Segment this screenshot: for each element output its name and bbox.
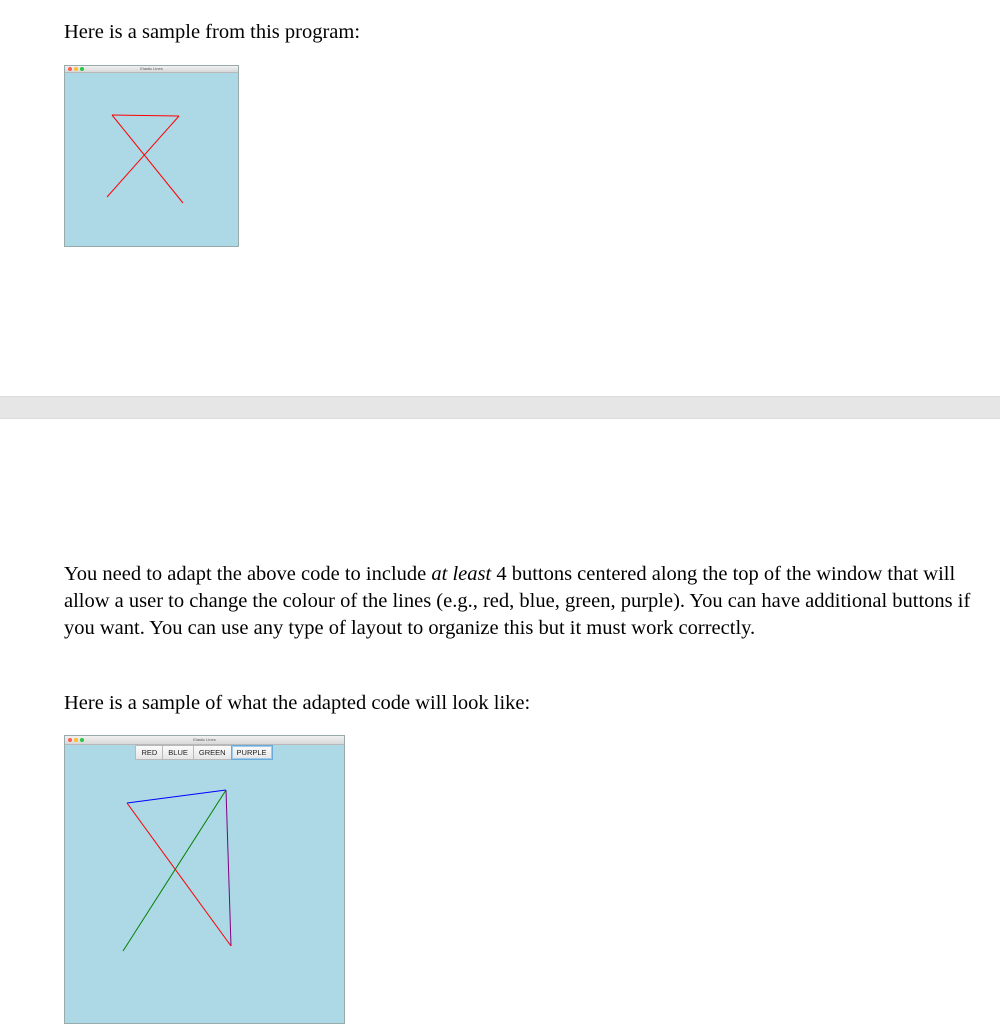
window-1-title: Elastic Lines — [140, 66, 163, 71]
task-text-after: 4 buttons centered along the top of the window that will allow a user to change the colour of the lines (e.g., red, blue, green, purple). You can have additional buttons if you want. You can use any type of layout to organize this but it must work correctly. — [64, 563, 971, 639]
sample-2-line-blue — [127, 790, 226, 803]
sample-window-2 — [64, 735, 345, 1024]
window-1-titlebar[interactable] — [65, 66, 238, 73]
blue-button[interactable]: BLUE — [162, 745, 194, 760]
task-text-emphasis: at least — [431, 563, 492, 585]
color-button-bar — [65, 745, 344, 760]
sample-1-line-diag-a — [112, 115, 183, 203]
intro-paragraph: Here is a sample from this program: — [64, 21, 361, 43]
window-2-title: Elastic Lines — [193, 737, 216, 742]
sample-2-line-purple — [226, 790, 231, 946]
sample-1-line-top — [112, 115, 179, 116]
sample-2-line-red — [127, 803, 231, 946]
sample-2-canvas — [65, 736, 345, 1024]
red-button[interactable]: RED — [135, 745, 163, 760]
green-button[interactable]: GREEN — [193, 745, 232, 760]
purple-button[interactable]: PURPLE — [231, 745, 273, 760]
outro-paragraph: Here is a sample of what the adapted code will look like: — [64, 692, 531, 714]
window-2-titlebar[interactable] — [65, 736, 344, 745]
task-paragraph — [64, 561, 989, 642]
page-break-divider — [0, 396, 1000, 419]
sample-window-1 — [64, 65, 239, 247]
task-text-before: You need to adapt the above code to include — [64, 563, 432, 585]
sample-1-canvas — [65, 66, 239, 247]
sample-2-line-green — [123, 790, 226, 951]
